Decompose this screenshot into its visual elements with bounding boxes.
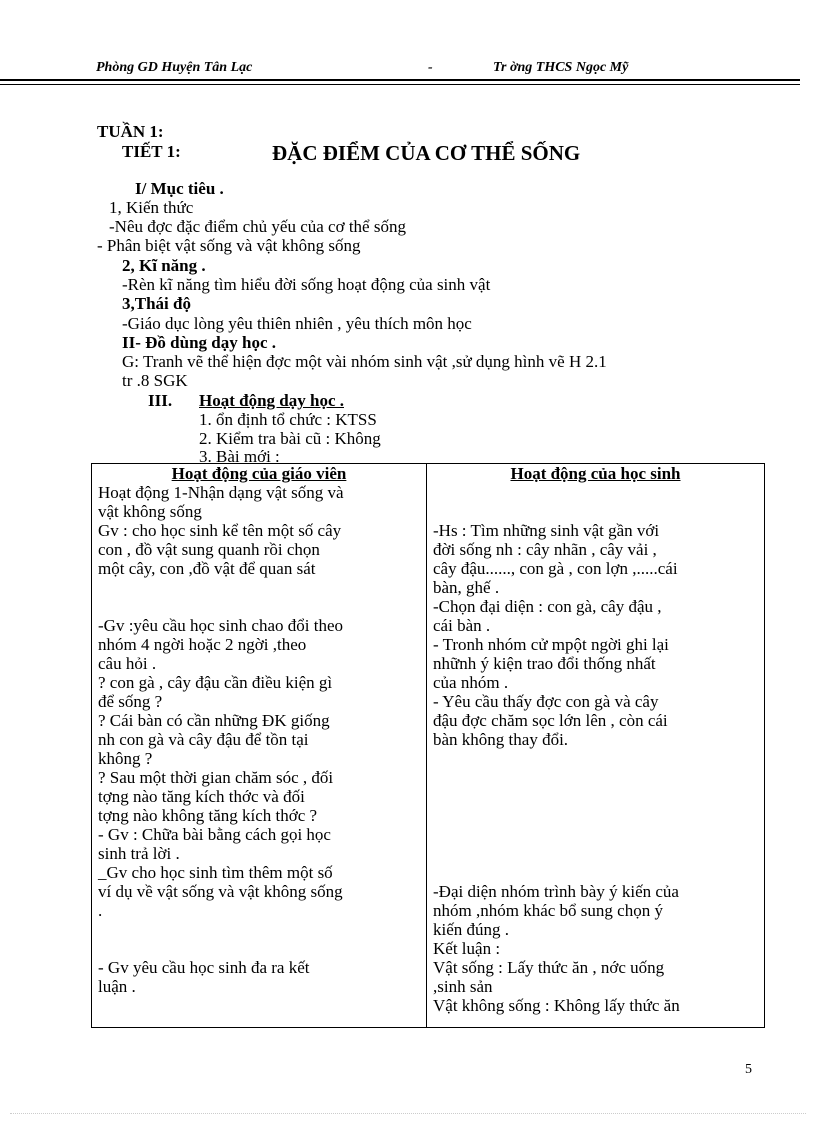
- student-activity-line: -Chọn đại diện : con gà, cây đậu ,: [433, 597, 662, 616]
- student-activity-line: - Yêu cầu thấy đợc con gà và cây: [433, 692, 659, 711]
- knowledge-item-1: -Nêu đợc đặc điểm chủ yếu của cơ thể sống: [109, 217, 406, 236]
- activities-number: III.: [148, 391, 173, 410]
- student-activity-line: Kết luận :: [433, 939, 501, 958]
- teacher-activity-line: không ?: [98, 749, 153, 768]
- student-activity-line: - Tronh nhóm cử mpột ngời ghi lại: [433, 635, 669, 654]
- skills-heading: 2, Kĩ năng .: [122, 256, 206, 275]
- teacher-activity-line: một cây, con ,đồ vật để quan sát: [98, 559, 316, 578]
- teacher-activity-line: -Gv :yêu cầu học sinh chao đổi theo: [98, 616, 344, 635]
- activities-table: [91, 463, 765, 1028]
- teacher-activity-line: Gv : cho học sinh kể tên một số cây: [98, 521, 342, 540]
- teacher-activity-line: tợng nào tăng kích thớc và đối: [98, 787, 305, 806]
- student-activity-line: bàn, ghế .: [433, 578, 500, 597]
- teacher-activity-line: ? Cái bàn có cần những ĐK giống: [98, 711, 330, 730]
- teacher-activity-line: tợng nào không tăng kích thớc ?: [98, 806, 318, 825]
- teacher-activity-line: _Gv cho học sinh tìm thêm một số: [98, 863, 333, 882]
- knowledge-heading: 1, Kiến thức: [109, 198, 194, 217]
- teacher-activity-line: [92, 597, 426, 616]
- student-activity-line: [427, 768, 764, 787]
- materials-heading: II- Đồ dùng dạy học .: [122, 333, 276, 352]
- teacher-activity-line: ? Sau một thời gian chăm sóc , đối: [98, 768, 334, 787]
- student-activity-line: [427, 825, 764, 844]
- teacher-activity-line: .: [98, 901, 103, 920]
- activity-step-1: 1. ổn định tổ chức : KTSS: [199, 410, 377, 429]
- header-school: Tr ờng THCS Ngọc Mỹ: [493, 60, 629, 75]
- attitude-item-1: -Giáo dục lòng yêu thiên nhiên , yêu thích môn học: [122, 314, 472, 333]
- student-activity-line: nhóm ,nhóm khác bổ sung chọn ý: [433, 901, 663, 920]
- student-activity-line: của nhóm .: [433, 673, 509, 692]
- student-activity-line: [427, 806, 764, 825]
- teacher-activity-line: ví dụ về vật sống và vật không sống: [98, 882, 343, 901]
- teacher-activity-line: Hoạt động 1-Nhận dạng vật sống và: [98, 483, 344, 502]
- materials-line-1: G: Tranh vẽ thể hiện đợc một vài nhóm sinh vật ,sử dụng hình vẽ H 2.1: [122, 352, 607, 371]
- lesson-title: ĐẶC ĐIỂM CỦA CƠ THỂ SỐNG: [272, 141, 581, 165]
- page-bottom-dotted-border: [10, 1113, 806, 1114]
- activities-heading: Hoạt động dạy học .: [199, 391, 344, 410]
- activity-step-3: 3. Bài mới :: [199, 447, 280, 466]
- student-activity-line: [427, 863, 764, 882]
- teacher-activity-line: [92, 578, 426, 597]
- teacher-activity-line: [92, 920, 426, 939]
- student-activity-line: bàn không thay đổi.: [433, 730, 569, 749]
- lesson-label: TIẾT 1:: [122, 142, 181, 161]
- student-activity-line: Vật không sống : Không lấy thức ăn: [433, 996, 680, 1015]
- teacher-activity-line: con , đồ vật sung quanh rồi chọn: [98, 540, 320, 559]
- header-rule-thick: [0, 79, 800, 81]
- teacher-column: [92, 464, 427, 1028]
- teacher-activity-line: sinh trả lời .: [98, 844, 180, 863]
- teacher-activity-line: nh con gà và cây đậu để tồn tại: [98, 730, 309, 749]
- student-activity-line: cây đậu......, con gà , con lợn ,.....cái: [433, 559, 678, 578]
- student-activity-line: -Hs : Tìm những sinh vật gần với: [433, 521, 660, 540]
- teacher-activity-line: nhóm 4 ngời hoặc 2 ngời ,theo: [98, 635, 307, 654]
- attitude-heading: 3,Thái độ: [122, 294, 191, 313]
- student-activity-line: nhữnh ý kiện trao đổi thống nhất: [433, 654, 656, 673]
- teacher-activity-line: [92, 939, 426, 958]
- week-label: TUẦN 1:: [97, 122, 164, 141]
- materials-line-2: tr .8 SGK: [122, 371, 188, 390]
- page-header: [96, 60, 736, 80]
- teacher-activity-line: câu hỏi .: [98, 654, 157, 673]
- activity-step-2: 2. Kiểm tra bài cũ : Không: [199, 429, 381, 448]
- header-rule-thin: [0, 84, 800, 85]
- objectives-heading: I/ Mục tiêu .: [135, 179, 224, 198]
- student-activity-line: [427, 844, 764, 863]
- student-activity-line: [427, 749, 764, 768]
- student-column-header: Hoạt động của học sinh: [510, 464, 681, 483]
- teacher-activity-line: vật không sống: [98, 502, 202, 521]
- page-number: 5: [745, 1062, 752, 1077]
- student-activity-line: [427, 787, 764, 806]
- student-activity-line: [427, 502, 764, 521]
- header-department: Phòng GD Huyện Tân Lạc: [96, 60, 253, 75]
- teacher-column-header: Hoạt động của giáo viên: [171, 464, 347, 483]
- knowledge-item-2: - Phân biệt vật sống và vật không sống: [97, 236, 361, 255]
- student-activity-line: đậu đợc chăm sọc lớn lên , còn cái: [433, 711, 668, 730]
- teacher-activity-line: - Gv yêu cầu học sinh đa ra kết: [98, 958, 310, 977]
- student-column: [427, 464, 765, 1028]
- student-activity-line: Vật sống : Lấy thức ăn , nớc uống: [433, 958, 665, 977]
- header-separator: -: [428, 60, 433, 75]
- teacher-activity-line: ? con gà , cây đậu cần điều kiện gì: [98, 673, 333, 692]
- student-activity-line: đời sống nh : cây nhãn , cây vải ,: [433, 540, 657, 559]
- student-activity-line: cái bàn .: [433, 616, 491, 635]
- teacher-activity-line: để sống ?: [98, 692, 163, 711]
- student-activity-line: -Đại diện nhóm trình bày ý kiến của: [433, 882, 679, 901]
- teacher-activity-line: - Gv : Chữa bài bằng cách gọi học: [98, 825, 331, 844]
- teacher-activity-line: luận .: [98, 977, 136, 996]
- student-activity-line: [427, 483, 764, 502]
- skills-item-1: -Rèn kĩ năng tìm hiểu đời sống hoạt động của sinh vật: [122, 275, 491, 294]
- student-activity-line: ,sinh sản: [433, 977, 493, 996]
- student-activity-line: kiến đúng .: [433, 920, 510, 939]
